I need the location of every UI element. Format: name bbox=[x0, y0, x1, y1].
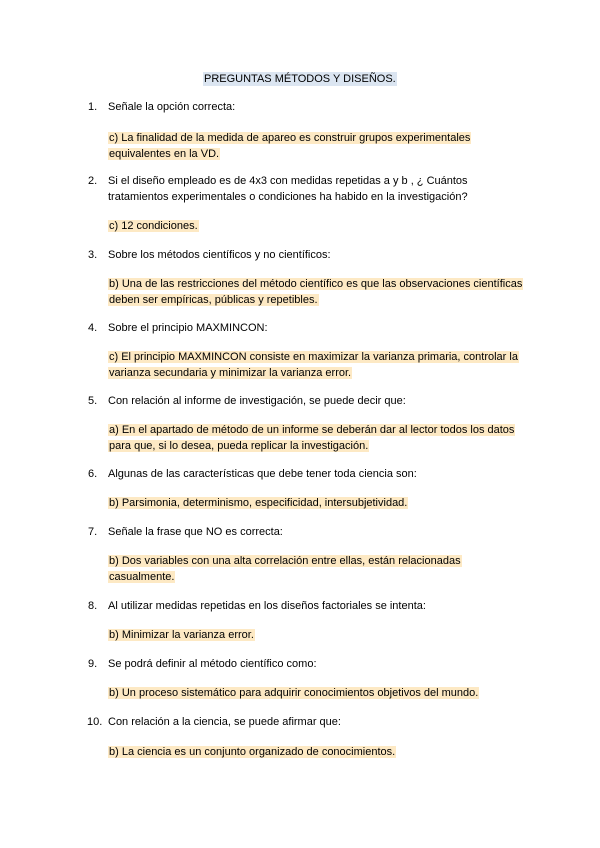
answer-highlight: b) Un proceso sistemático para adquirir conocimientos objetivos del mundo. bbox=[109, 687, 479, 699]
answer-highlight: c) 12 condiciones. bbox=[109, 220, 198, 232]
answer-highlight: c) La finalidad de la medida de apareo es construir grupos experimentales equivalentes en la VD. bbox=[109, 132, 471, 160]
answer-highlight: b) Parsimonia, determinismo, especificidad, intersubjetividad. bbox=[109, 497, 408, 509]
question-text: Si el diseño empleado es de 4x3 con medidas repetidas a y b , ¿ Cuántos tratamientos experimentales o condiciones ha habido en la investigación? bbox=[108, 175, 468, 203]
answer-highlight: b) Dos variables con una alta correlación entre ellas, están relacionadas casualmente. bbox=[109, 555, 461, 583]
question-number: 8. bbox=[88, 600, 98, 612]
answer-text bbox=[108, 744, 528, 760]
question-text: Con relación al informe de investigación, se puede decir que: bbox=[108, 395, 406, 407]
question-text: Sobre el principio MAXMINCON: bbox=[108, 322, 268, 334]
question-number: 6. bbox=[88, 468, 98, 480]
answer-text bbox=[108, 218, 528, 234]
question-text: Con relación a la ciencia, se puede afirmar que: bbox=[108, 716, 341, 728]
question-text: Se podrá definir al método científico como: bbox=[108, 658, 317, 670]
question-number: 9. bbox=[88, 658, 98, 670]
question-text: Señale la opción correcta: bbox=[108, 101, 236, 113]
question-number: 1. bbox=[88, 101, 98, 113]
answer-highlight: a) En el apartado de método de un informe se deberán dar al lector todos los datos para que, si lo desea, pueda replicar la investigación. bbox=[109, 424, 515, 452]
answer-highlight: b) Minimizar la varianza error. bbox=[109, 629, 254, 641]
question-number: 7. bbox=[88, 526, 98, 538]
question-number: 4. bbox=[88, 322, 98, 334]
question-text: Sobre los métodos científicos y no científicos: bbox=[108, 249, 331, 261]
answer-text bbox=[108, 349, 533, 381]
answer-text bbox=[108, 495, 528, 511]
answer-text bbox=[108, 276, 533, 308]
answer-highlight: b) Una de las restricciones del método científico es que las observaciones científicas deben ser empíricas, públicas y repetibles. bbox=[109, 278, 523, 306]
question-number: 3. bbox=[88, 249, 98, 261]
answer-text bbox=[108, 553, 488, 585]
question-number: 5. bbox=[88, 395, 98, 407]
question-text: Al utilizar medidas repetidas en los diseños factoriales se intenta: bbox=[108, 600, 426, 612]
answer-highlight: b) La ciencia es un conjunto organizado de conocimientos. bbox=[109, 746, 396, 758]
question-text: Señale la frase que NO es correcta: bbox=[108, 526, 283, 538]
answer-highlight: c) El principio MAXMINCON consiste en maximizar la varianza primaria, controlar la varianza secundaria y minimizar la varianza error. bbox=[109, 351, 518, 379]
question-number: 10. bbox=[87, 716, 103, 728]
question-number: 2. bbox=[88, 175, 98, 187]
answer-text bbox=[108, 422, 528, 454]
answer-text bbox=[108, 685, 538, 701]
question-text: Algunas de las características que debe tener toda ciencia son: bbox=[108, 468, 417, 480]
answer-text bbox=[108, 130, 488, 162]
page-title: PREGUNTAS MÉTODOS Y DISEÑOS. bbox=[204, 73, 396, 85]
answer-text bbox=[108, 627, 528, 643]
